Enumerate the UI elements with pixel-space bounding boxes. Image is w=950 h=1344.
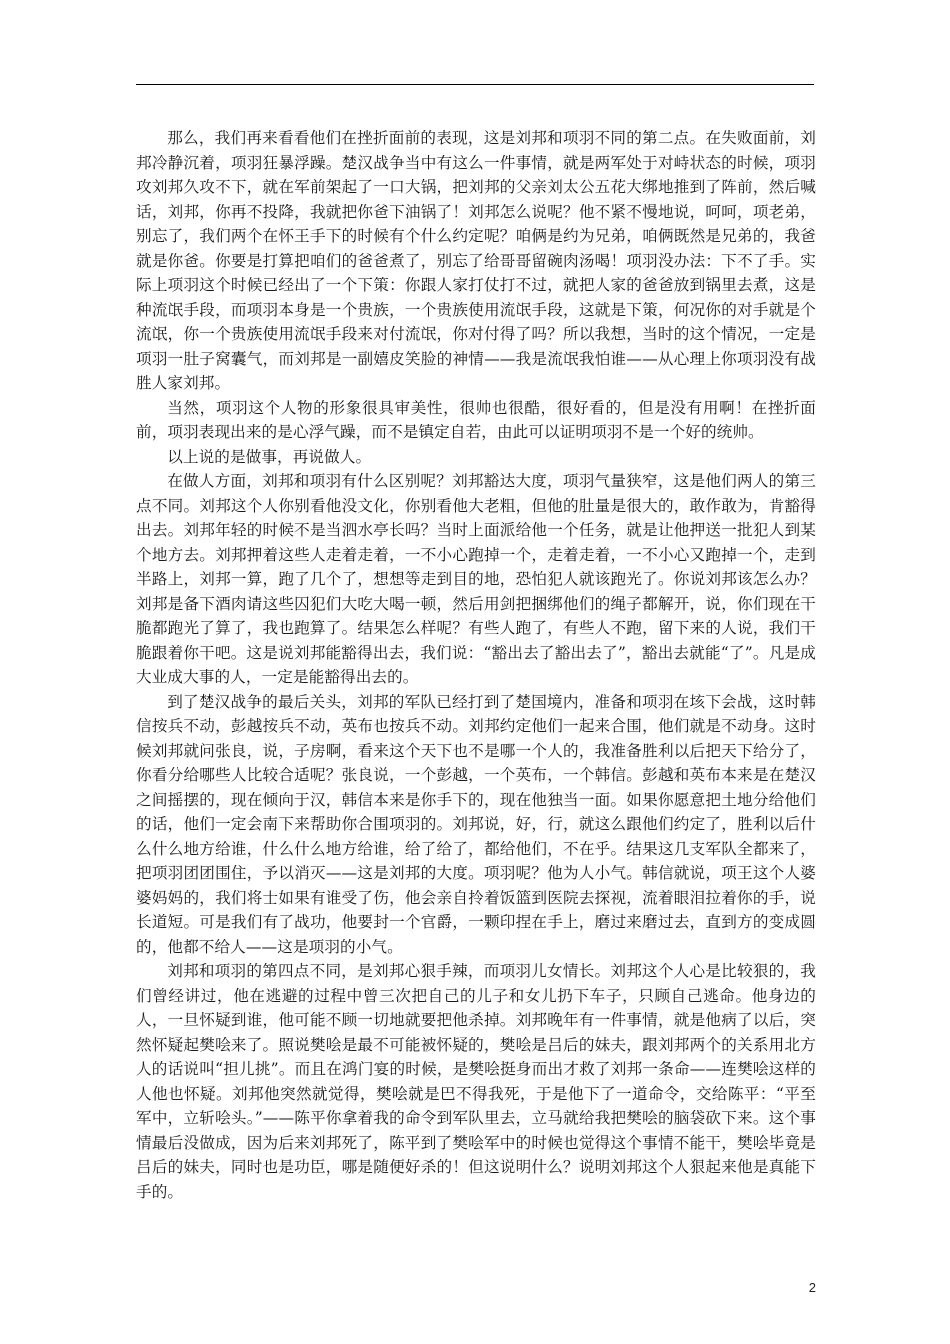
body-text xyxy=(136,126,816,1204)
paragraph: 到了楚汉战争的最后关头，刘邦的军队已经打到了楚国境内，准备和项羽在垓下会战，这时韩信按兵不动，彭越按兵不动，英布也按兵不动。刘邦约定他们一起来合围，他们就是不动身。这时候刘邦就问张良，说，子房啊，看来这个天下也不是哪一个人的，我准备胜利以后把天下给分了，你看分给哪些人比较合适呢？张良说，一个彭越，一个英布，一个韩信。彭越和英布本来是在楚汉之间摇摆的，现在倾向于汉，韩信本来是你手下的，现在他独当一面。如果你愿意把土地分给他们的话，他们一定会南下来帮助你合围项羽的。刘邦说，好，行，就这么跟他们约定了，胜利以后什么什么地方给谁，什么什么地方给谁，给了给了，都给他们，不在乎。结果这几支军队全都来了，把项羽团团围住，予以消灭——这是刘邦的大度。项羽呢？他为人小气。韩信就说，项王这个人婆婆妈妈的，我们将士如果有谁受了伤，他会亲自拎着饭篮到医院去探视，流着眼泪拉着你的手，说长道短。可是我们有了战功，他要封一个官爵，一颗印捏在手上，磨过来磨过去，直到方的变成圆的，他都不给人——这是项羽的小气。 xyxy=(136,692,816,956)
header-rule xyxy=(136,84,814,85)
paragraph: 当然，项羽这个人物的形象很具审美性，很帅也很酷，很好看的，但是没有用啊！在挫折面前，项羽表现出来的是心浮气躁，而不是镇定自若，由此可以证明项羽不是一个好的统帅。 xyxy=(136,398,816,441)
paragraph: 刘邦和项羽的第四点不同，是刘邦心狠手辣，而项羽儿女情长。刘邦这个人心是比较狠的，我们曾经讲过，他在逃避的过程中曾三次把自己的儿子和女儿扔下车子，只顾自己逃命。他身边的人，一旦怀疑到谁，他可能不顾一切地就要把他杀掉。刘邦晚年有一件事情，就是他病了以后，突然怀疑起樊哙来了。照说樊哙是最不可能被怀疑的，樊哙是吕后的妹夫，跟刘邦两个的关系用北方人的话说叫“担儿挑”。而且在鸿门宴的时候，是樊哙挺身而出才救了刘邦一条命——连樊哙这样的人他也怀疑。刘邦他突然就觉得，樊哙就是巴不得我死，于是他下了一道命令，交给陈平：“平至军中，立斩哙头。”——陈平你拿着我的命令到军队里去，立马就给我把樊哙的脑袋砍下来。这个事情最后没做成，因为后来刘邦死了，陈平到了樊哙军中的时候也觉得这个事情不能干，樊哙毕竟是吕后的妹夫，同时也是功臣，哪是随便好杀的！但这说明什么？说明刘邦这个人狠起来他是真能下手的。 xyxy=(136,962,816,1201)
paragraph: 以上说的是做事，再说做人。 xyxy=(167,447,372,466)
page-number: 2 xyxy=(808,1280,816,1295)
paragraph: 在做人方面，刘邦和项羽有什么区别呢？刘邦豁达大度，项羽气量狭窄，这是他们两人的第三点不同。刘邦这个人你别看他没文化，你别看他大老粗，但他的肚量是很大的，敢作敢为，肯豁得出去。刘邦年轻的时候不是当泗水亭长吗？当时上面派给他一个任务，就是让他押送一批犯人到某个地方去。刘邦押着这些人走着走着，一不小心跑掉一个，走着走着，一不小心又跑掉一个，走到半路上，刘邦一算，跑了几个了，想想等走到目的地，恐怕犯人就该跑光了。你说刘邦该怎么办？刘邦是备下酒肉请这些囚犯们大吃大喝一顿，然后用剑把捆绑他们的绳子都解开，说，你们现在干脆都跑光了算了，我也跑算了。结果怎么样呢？有些人跑了，有些人不跑，留下来的人说，我们干脆跟着你干吧。这是说刘邦能豁得出去，我们说：“豁出去了豁出去了”，豁出去就能“了”。凡是成大业成大事的人，一定是能豁得出去的。 xyxy=(136,472,816,686)
paragraph: 那么，我们再来看看他们在挫折面前的表现，这是刘邦和项羽不同的第二点。在失败面前，刘邦冷静沉着，项羽狂暴浮躁。楚汉战争当中有这么一件事情，就是两军处于对峙状态的时候，项羽攻刘邦久攻不下，就在军前架起了一口大锅，把刘邦的父亲刘太公五花大绑地推到了阵前，然后喊话，刘邦，你再不投降，我就把你爸下油锅了！刘邦怎么说呢？他不紧不慢地说，呵呵，项老弟，别忘了，我们两个在怀王手下的时候有个什么约定呢？咱俩是约为兄弟，咱俩既然是兄弟的，我爸就是你爸。你要是打算把咱们的爸爸煮了，别忘了给哥哥留碗肉汤喝！项羽没办法：下不了手。实际上项羽这个时候已经出了一个下策：你跟人家打仗打不过，就把人家的爸爸放到锅里去煮，这是种流氓手段，而项羽本身是一个贵族，一个贵族使用流氓手段，这就是下策，何况你的对手就是个流氓，你一个贵族使用流氓手段来对付流氓，你对付得了吗？所以我想，当时的这个情况，一定是项羽一肚子窝囊气，而刘邦是一副嬉皮笑脸的神情——我是流氓我怕谁——从心理上你项羽没有战胜人家刘邦。 xyxy=(136,129,816,392)
